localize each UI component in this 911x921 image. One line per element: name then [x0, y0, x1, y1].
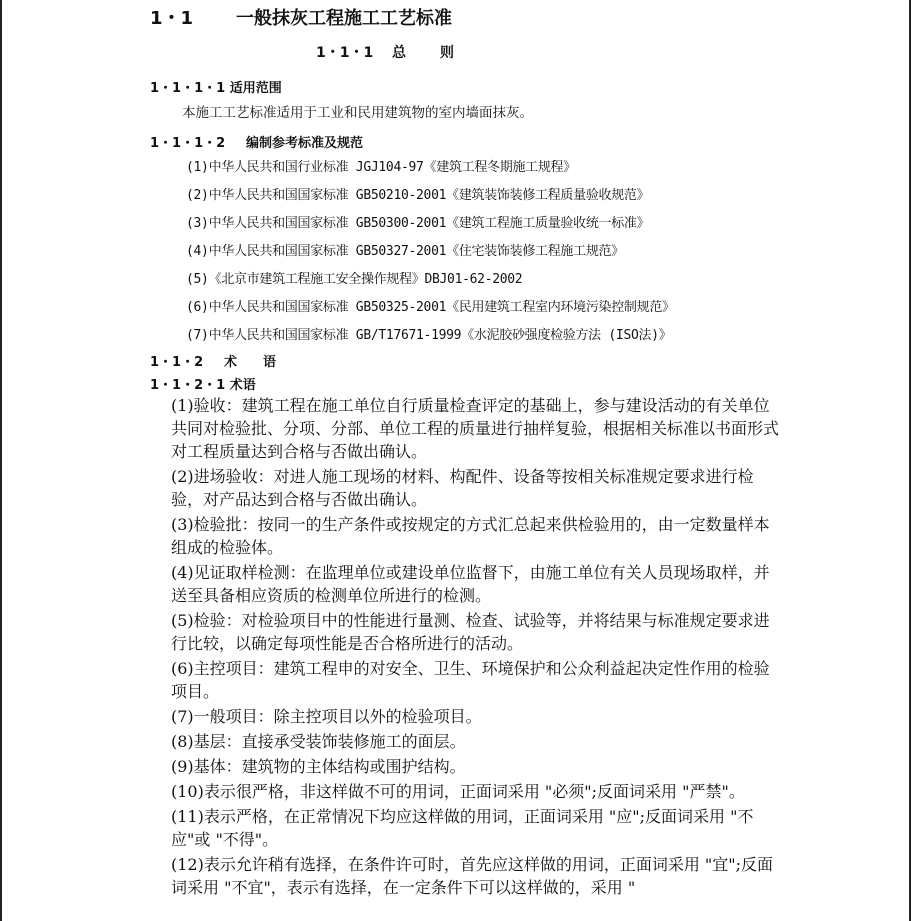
reference-item: (4)中华人民共和国国家标准 GB50327-2001《住宅装饰装修工程施工规范》: [186, 244, 624, 259]
scope-text: 本施工工艺标准适用于工业和民用建筑物的室内墙面抹灰。: [182, 105, 533, 121]
term-item: (6)主控项目：建筑工程申的对安全、卫生、环境保护和公众利益起决定性作用的检验项目。: [171, 659, 770, 701]
term-item: (10)表示很严格，非这样做不可的用词，正面词采用 "必须";反面词采用 "严禁"。: [171, 782, 745, 801]
terms-section-title: 术语: [224, 355, 303, 370]
references-heading: [150, 132, 363, 151]
terms-section-heading: [150, 351, 302, 370]
terms-list: [171, 394, 781, 901]
reference-item: (6)中华人民共和国国家标准 GB50325-2001《民用建筑工程室内环境污染控制规范》: [186, 300, 675, 315]
term-item: (2)进场验收：对进人施工现场的材料、构配件、设备等按相关标准规定要求进行检验，对产品达到合格与否做出确认。: [171, 467, 754, 509]
reference-item: (1)中华人民共和国行业标准 JGJ104-97《建筑工程冬期施工规程》: [186, 160, 576, 175]
term-item: (8)基层：直接承受装饰装修施工的面层。: [171, 732, 466, 751]
reference-item: (2)中华人民共和国国家标准 GB50210-2001《建筑装饰装修工程质量验收规范》: [186, 188, 650, 203]
subsection-number: 1・1・1: [316, 45, 374, 61]
term-item: (9)基体：建筑物的主体结构或围护结构。: [171, 757, 466, 776]
term-item: (1)验收：建筑工程在施工单位自行质量检查评定的基础上，参与建设活动的有关单位共同对检验批、分项、分部、单位工程的质量进行抽样复验，根据相关标准以书面形式对工程质量达到合格与否做出确认。: [171, 396, 780, 461]
terms-section-number: 1・1・2: [150, 355, 204, 370]
section-number: 1・1: [150, 8, 194, 29]
references-title: 编制参考标准及规范: [246, 136, 364, 151]
subsection-title: 总则: [392, 45, 488, 61]
term-item: (11)表示严格，在正常情况下均应这样做的用词，正面词采用 "应";反面词采用 "不应"或 "不得"。: [171, 807, 754, 849]
reference-item: (5)《北京市建筑工程施工安全操作规程》DBJ01-62-2002: [186, 272, 523, 287]
scope-heading: 1・1・1・1 适用范围: [150, 81, 282, 96]
term-item: (12)表示允许稍有选择，在条件许可时，首先应这样做的用词，正面词采用 "宜";反面词采用 "不宜"，表示有选择，在一定条件下可以这样做的，采用 ": [171, 855, 774, 897]
references-list: [186, 157, 675, 353]
subsection-heading: [316, 42, 488, 62]
reference-item: (7)中华人民共和国国家标准 GB/T17671-1999《水泥胶砂强度检验方法 (ISO法)》: [186, 328, 672, 343]
term-item: (7)一般项目：除主控项目以外的检验项目。: [171, 707, 482, 726]
term-item: (4)见证取样检测：在监理单位或建设单位监督下，由施工单位有关人员现场取样，并送至具备相应资质的检测单位所进行的检测。: [171, 563, 770, 605]
term-item: (5)检验：对检验项目中的性能进行量测、检查、试验等，并将结果与标准规定要求进行比较，以确定每项性能是否合格所进行的活动。: [171, 611, 770, 653]
reference-item: (3)中华人民共和国国家标准 GB50300-2001《建筑工程施工质量验收统一标准》: [186, 216, 650, 231]
terms-heading: 1・1・2・1 术语: [150, 378, 256, 393]
section-heading: [150, 4, 452, 30]
section-title: 一般抹灰工程施工工艺标准: [236, 8, 452, 29]
term-item: (3)检验批：按同一的生产条件或按规定的方式汇总起来供检验用的，由一定数量样本组成的检验体。: [171, 515, 770, 557]
references-number: 1・1・1・2: [150, 136, 226, 151]
